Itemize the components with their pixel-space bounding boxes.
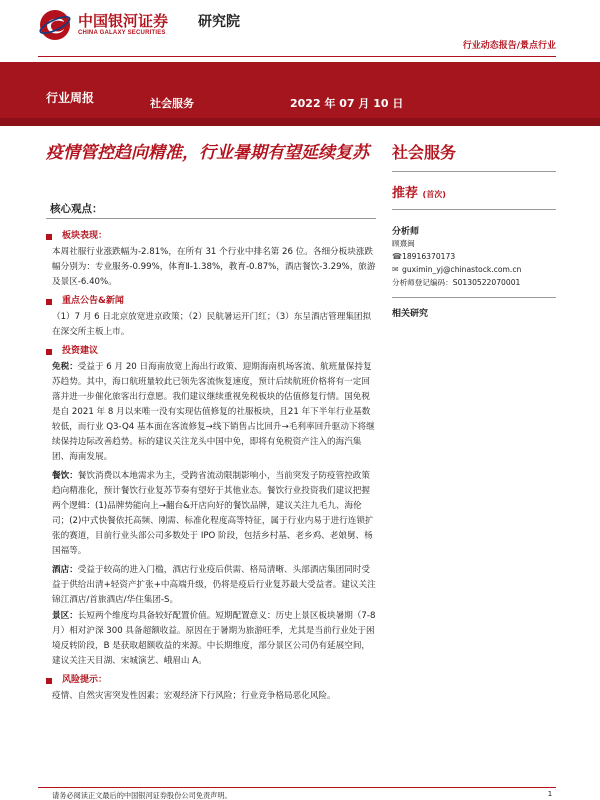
sidebar-divider	[392, 297, 556, 298]
logo-english-name: CHINA GALAXY SECURITIES	[78, 30, 166, 36]
section-heading-risk: 风险提示：	[52, 673, 378, 688]
advice-paragraph-catering	[52, 469, 378, 559]
logo-chinese-name: 中国银河证券	[78, 12, 169, 30]
bullet-icon	[46, 234, 52, 240]
advice-paragraph-scenic	[52, 609, 378, 669]
email-address[interactable]: guximin_yj@chinastock.com.cn	[402, 265, 522, 274]
paragraph-label: 餐饮：	[52, 471, 78, 481]
page-number: 1	[543, 789, 557, 800]
bullet-icon	[46, 349, 52, 355]
galaxy-logo-icon	[38, 8, 72, 42]
news-text: （1）7 月 6 日北京放宽进京政策；（2）民航暑运开门红；（3）东呈酒店管理集团拟在深交所主板上市。	[52, 312, 372, 337]
analyst-name: 顾熹闽	[392, 239, 415, 248]
rating	[392, 182, 562, 201]
advice-paragraph-dutyfree	[52, 360, 378, 465]
core-divider	[46, 218, 376, 219]
report-category: 行业动态报告/景点行业	[462, 41, 556, 51]
paragraph-label: 景区：	[52, 611, 78, 621]
main-content	[52, 227, 378, 704]
analyst-cert: 分析师登记编码：S0130522070001	[392, 278, 521, 287]
paragraph-text: 餐饮消费以本地需求为主，受跨省流动限制影响小，当前突发子防疫管控政策趋向精准化，预计餐饮行业复苏节奏有望好于其他业态。餐饮行业投资我们建议把握两个逻辑：(1)品牌势能向上→翻台&开店向好的餐饮品牌，建议关注九毛九、海伦司；(2)中式快餐依托高频、刚需、标准化程度高等特征，属于行业内易于进行连锁扩张的赛道，目前行业头部公司多数处于 IPO 阶段，包括乡村基、老乡鸡、老娘舅、杨国福等。	[52, 471, 374, 556]
paragraph-text: 受益于 6 月 20 日海南放宽上海出行政策、迎期海南机场客流、航班量保持复苏趋势。其中，海口航班量较此已领先客流恢复速度，预计后续航班价格将有一定回落并进一步催化旅客出行意愿。我们建议继续重视免税板块的估值修复行情。国免税是自 2021 年 8 月以来唯一没有实现估值修复的社服板块，且21 年下半年行业基数较低，而行业 Q3-Q4 基本面在客流修复→线下销售占比回升→毛利率回升驱动下将继续保持边际改善趋势。标的建议关注龙头中国中免，即将有免税资产注入的海汽集团、海南发展。	[52, 362, 375, 462]
phone-icon: ☎	[392, 252, 402, 261]
institute-name: 研究院	[198, 14, 240, 30]
analyst-heading: 分析师	[392, 227, 420, 237]
sidebar-divider	[392, 171, 556, 172]
banner-industry: 社会服务	[150, 97, 194, 110]
bullet-icon	[46, 299, 52, 305]
report-title: 疫情管控趋向精准，行业暑期有望延续复苏	[46, 143, 369, 163]
report-date: 2022 年 07 月 10 日	[290, 97, 404, 110]
paragraph-label: 酒店：	[52, 565, 78, 575]
paragraph-label: 免税：	[52, 362, 78, 372]
rating-note: (首次)	[422, 190, 446, 199]
paragraph-text: 长短两个维度均具备较好配置价值。短期配置意义：历史上景区板块暑期（7-8 月）相对沪深 300 具备超额收益。原因在于暑期为旅游旺季，尤其是当前行业处于困境反转阶段，B 是获取超额收益的来源。中长期维度，部分景区公司仍有延展空间，建议关注天目湖、宋城演艺、峨眉山 A。	[52, 611, 376, 666]
bullet-icon	[46, 678, 52, 684]
core-views-label: 核心观点：	[50, 203, 103, 215]
performance-text: 本周社服行业涨跌幅为-2.81%，在所有 31 个行业中排名第 26 位。各细分板块涨跌幅分别为：专业服务-0.99%，体育Ⅱ-1.38%，教育-0.87%，酒店餐饮-3.29%，旅游及景区-6.40%。	[52, 247, 376, 287]
analyst-phone	[392, 250, 562, 263]
section-heading-news: 重点公告&新闻	[52, 294, 378, 309]
disclaimer: 请务必阅读正文最后的中国银河证券股份公司免责声明。	[52, 791, 232, 800]
section-heading-performance: 板块表现：	[52, 229, 378, 244]
paragraph-text: 受益于较高的进入门槛，酒店行业疫后供需、格局清晰、头部酒店集团同时受益于供给出清+轻资产扩张+中高端升级，仍将是疫后行业复苏最大受益者。建议关注锦江酒店/首旅酒店/华住集团-S。	[52, 565, 376, 605]
rating-value: 推荐	[392, 186, 419, 201]
report-type: 行业周报	[46, 91, 95, 105]
company-logo	[38, 8, 258, 42]
email-icon: ✉	[392, 265, 399, 274]
footer-divider	[38, 787, 556, 788]
analyst-email	[392, 263, 562, 276]
section-heading-advice: 投资建议	[52, 344, 378, 359]
sidebar-industry: 社会服务	[392, 143, 457, 162]
related-research-heading: 相关研究	[392, 309, 429, 319]
header-banner	[0, 62, 600, 126]
phone-number: 18916370173	[402, 252, 456, 261]
sidebar-divider	[392, 209, 556, 210]
banner-stripe	[0, 118, 600, 126]
header-divider	[38, 56, 556, 57]
advice-paragraph-hotel	[52, 563, 378, 608]
sidebar	[392, 140, 562, 319]
risk-text: 疫情、自然灾害突发性因素；宏观经济下行风险；行业竞争格局恶化风险。	[52, 691, 336, 701]
